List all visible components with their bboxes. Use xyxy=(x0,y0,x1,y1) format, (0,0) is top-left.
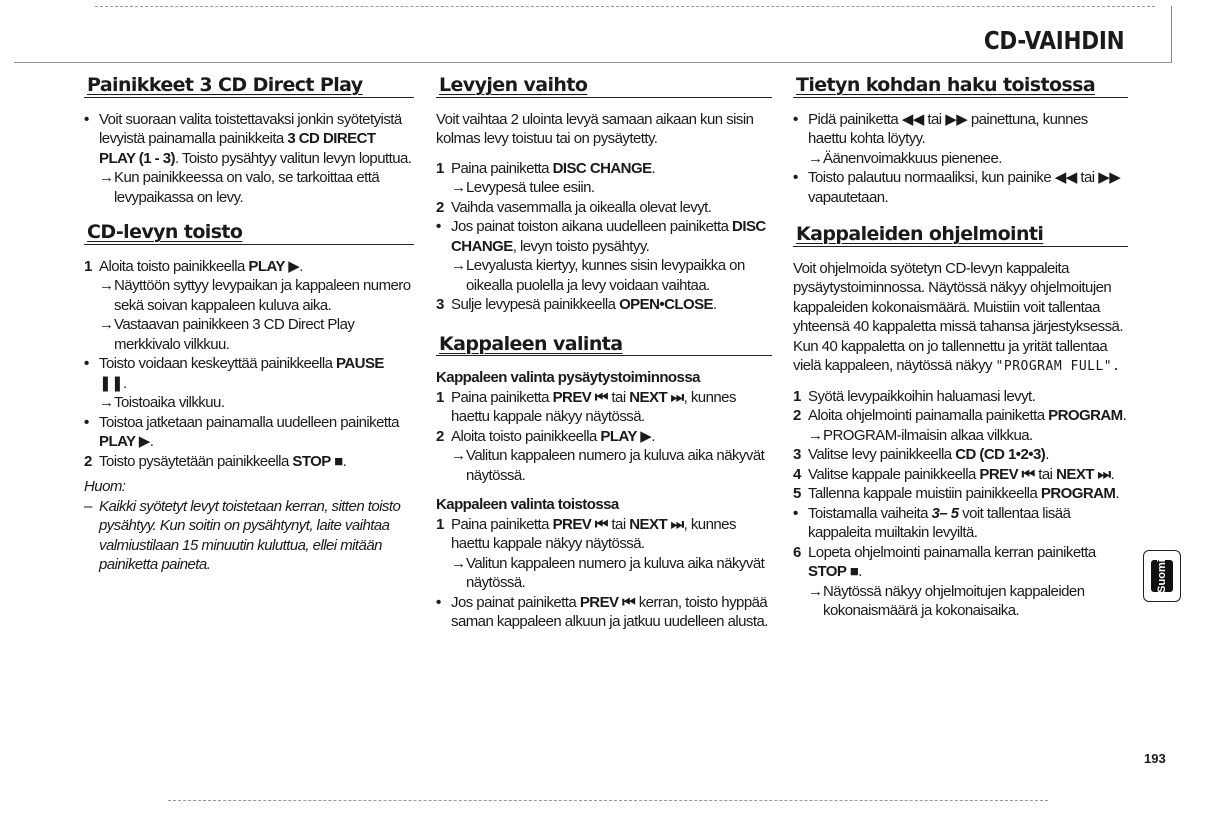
list-item: 1 Aloita toisto painikkeella PLAY ▶. xyxy=(84,257,303,275)
list-item: • Jos painat toiston aikana uudelleen painiketta DISC CHANGE, levyn toisto pysähtyy. xyxy=(436,218,766,255)
list-item: • Pidä painiketta ◀◀ tai ▶▶ painettuna, kunnes haettu kohta löytyy. xyxy=(793,110,1088,147)
list-subitem: → Valitun kappaleen numero ja kuluva aika näkyvät näytössä. xyxy=(451,554,765,591)
list-item: 2 Vaihda vasemmalla ja oikealla olevat levyt. xyxy=(436,198,712,216)
list-subitem: → Levypesä tulee esiin. xyxy=(451,179,595,196)
list-item: 1 Paina painiketta PREV ⏮ tai NEXT ⏭, kunnes haettu kappale näkyy näytössä. xyxy=(436,388,736,425)
list-item: • Voit suoraan valita toistettavaksi jonkin syötetyistä levyistä painamalla painikkeita 3 CD DIRECT PLAY (1 - 3). Toisto pysähtyy valitun levyn loputtua. xyxy=(84,110,412,167)
list-subitem: → Toistoaika vilkkuu. xyxy=(99,394,225,411)
bottom-scan-line xyxy=(168,800,1048,801)
page-number: 193 xyxy=(1144,751,1166,766)
fast-forward-icon: ▶▶ xyxy=(1098,169,1121,186)
list-subitem: → Valitun kappaleen numero ja kuluva aika näkyvät näytössä. xyxy=(451,447,765,484)
list-subitem: → Levyalusta kiertyy, kunnes sisin levypaikka on oikealla puolella ja levy voidaan vaihtaa. xyxy=(451,257,745,294)
list-item: • Toisto voidaan keskeyttää painikkeella PAUSE ❚❚. xyxy=(84,355,384,392)
list-item: 2 Toisto pysäytetään painikkeella STOP ■. xyxy=(84,452,347,470)
list-item: 4 Valitse kappale painikkeella PREV ⏮ tai NEXT ⏭. xyxy=(793,465,1115,483)
column-1 xyxy=(84,76,414,575)
list-item: • Toistamalla vaiheita 3– 5 voit tallentaa lisää kappaleita muiltakin levyiltä. xyxy=(793,504,1071,541)
header-rule xyxy=(14,62,1172,63)
section-title-search: Tietyn kohdan haku toistossa xyxy=(793,76,1128,98)
list-item: 1 Paina painiketta DISC CHANGE. xyxy=(436,159,656,177)
note-heading: Huom: xyxy=(84,478,126,495)
list-item: 2 Aloita toisto painikkeella PLAY ▶. xyxy=(436,427,655,445)
list-item: 3 Sulje levypesä painikkeella OPEN•CLOSE. xyxy=(436,296,717,313)
section-title-programming: Kappaleiden ohjelmointi xyxy=(793,225,1128,247)
intro-paragraph: Voit vaihtaa 2 ulointa levyä samaan aikaan kun sisin kolmas levy toistuu tai on pysäytetty. xyxy=(436,110,754,147)
list-item: • Toistoa jatketaan painamalla uudelleen painiketta PLAY ▶. xyxy=(84,413,399,450)
list-item: • Toisto palautuu normaaliksi, kun painike ◀◀ tai ▶▶ vapautetaan. xyxy=(793,169,1121,206)
list-item: 2 Aloita ohjelmointi painamalla painiketta PROGRAM. xyxy=(793,407,1127,424)
column-3 xyxy=(793,76,1128,621)
rewind-icon: ◀◀ xyxy=(901,110,924,128)
list-item: 1 Paina painiketta PREV ⏮ tai NEXT ⏭, kunnes haettu kappale näkyy näytössä. xyxy=(436,515,736,552)
list-item: 5 Tallenna kappale muistiin painikkeella PROGRAM. xyxy=(793,485,1119,502)
list-subitem: → Vastaavan painikkeen 3 CD Direct Play merkkivalo vilkkuu. xyxy=(99,316,355,353)
section-title-track-select: Kappaleen valinta xyxy=(436,335,772,357)
list-item: • Jos painat painiketta PREV ⏮ kerran, toisto hyppää saman kappaleen alkuun ja jatkuu uudelleen alusta. xyxy=(436,593,768,630)
list-subitem: → Kun painikkeessa on valo, se tarkoittaa että levypaikassa on levy. xyxy=(99,169,380,206)
column-2 xyxy=(436,76,772,632)
header-edge-line xyxy=(1171,6,1172,62)
list-item: 1 Syötä levypaikkoihin haluamasi levyt. xyxy=(793,387,1036,405)
note-text: – Kaikki syötetyt levyt toistetaan kerran, sitten toisto pysähtyy. Kun soitin on pysähtynyt, laite vaihtaa valmiustilaan 15 minuutin kuluttua, ellei mitään painiketta paineta. xyxy=(84,497,401,573)
language-tab: Suomi xyxy=(1151,560,1173,592)
section-title-disc-change: Levyjen vaihto xyxy=(436,76,772,98)
list-subitem: → Äänenvoimakkuus pienenee. xyxy=(808,149,1002,167)
list-item: 3 Valitse levy painikkeella CD (CD 1•2•3). xyxy=(793,446,1049,463)
lcd-text: "PROGRAM FULL". xyxy=(995,359,1121,374)
list-subitem: → Näyttöön syttyy levypaikan ja kappaleen numero sekä soivan kappaleen kuluva aika. xyxy=(99,277,411,314)
section-title-direct-play: Painikkeet 3 CD Direct Play xyxy=(84,76,414,98)
section-title-cd-play: CD-levyn toisto xyxy=(84,223,414,245)
rewind-icon: ◀◀ xyxy=(1054,169,1077,186)
page-title: CD-VAIHDIN xyxy=(983,26,1124,55)
list-subitem: → Näytössä näkyy ohjelmoitujen kappaleiden kokonaismäärä ja kokonaisaika. xyxy=(808,582,1085,619)
subheading-play-mode: Kappaleen valinta toistossa xyxy=(436,496,619,513)
fast-forward-icon: ▶▶ xyxy=(945,110,968,128)
top-scan-line xyxy=(95,6,1155,7)
direct-play-button-label: 3 CD DIRECT PLAY (1 - 3) xyxy=(99,130,376,167)
intro-paragraph: Voit ohjelmoida syötetyn CD-levyn kappaleita pysäytystoiminnossa. Näytössä näkyy ohjelmoitujen kappaleiden kokonaismäärä. Muistiin voit tallentaa yhteensä 40 kappaletta missä tahansa järjestyksessä. Kun 40 kappaletta on jo tallennettu ja yrität tallentaa vielä kappaleen, näytössä näkyy "PROGRAM FULL". xyxy=(793,259,1123,374)
list-item: 6 Lopeta ohjelmointi painamalla kerran painiketta STOP ■. xyxy=(793,543,1096,580)
subheading-stop-mode: Kappaleen valinta pysäytystoiminnossa xyxy=(436,369,700,386)
list-subitem: → PROGRAM-ilmaisin alkaa vilkkua. xyxy=(808,426,1033,444)
